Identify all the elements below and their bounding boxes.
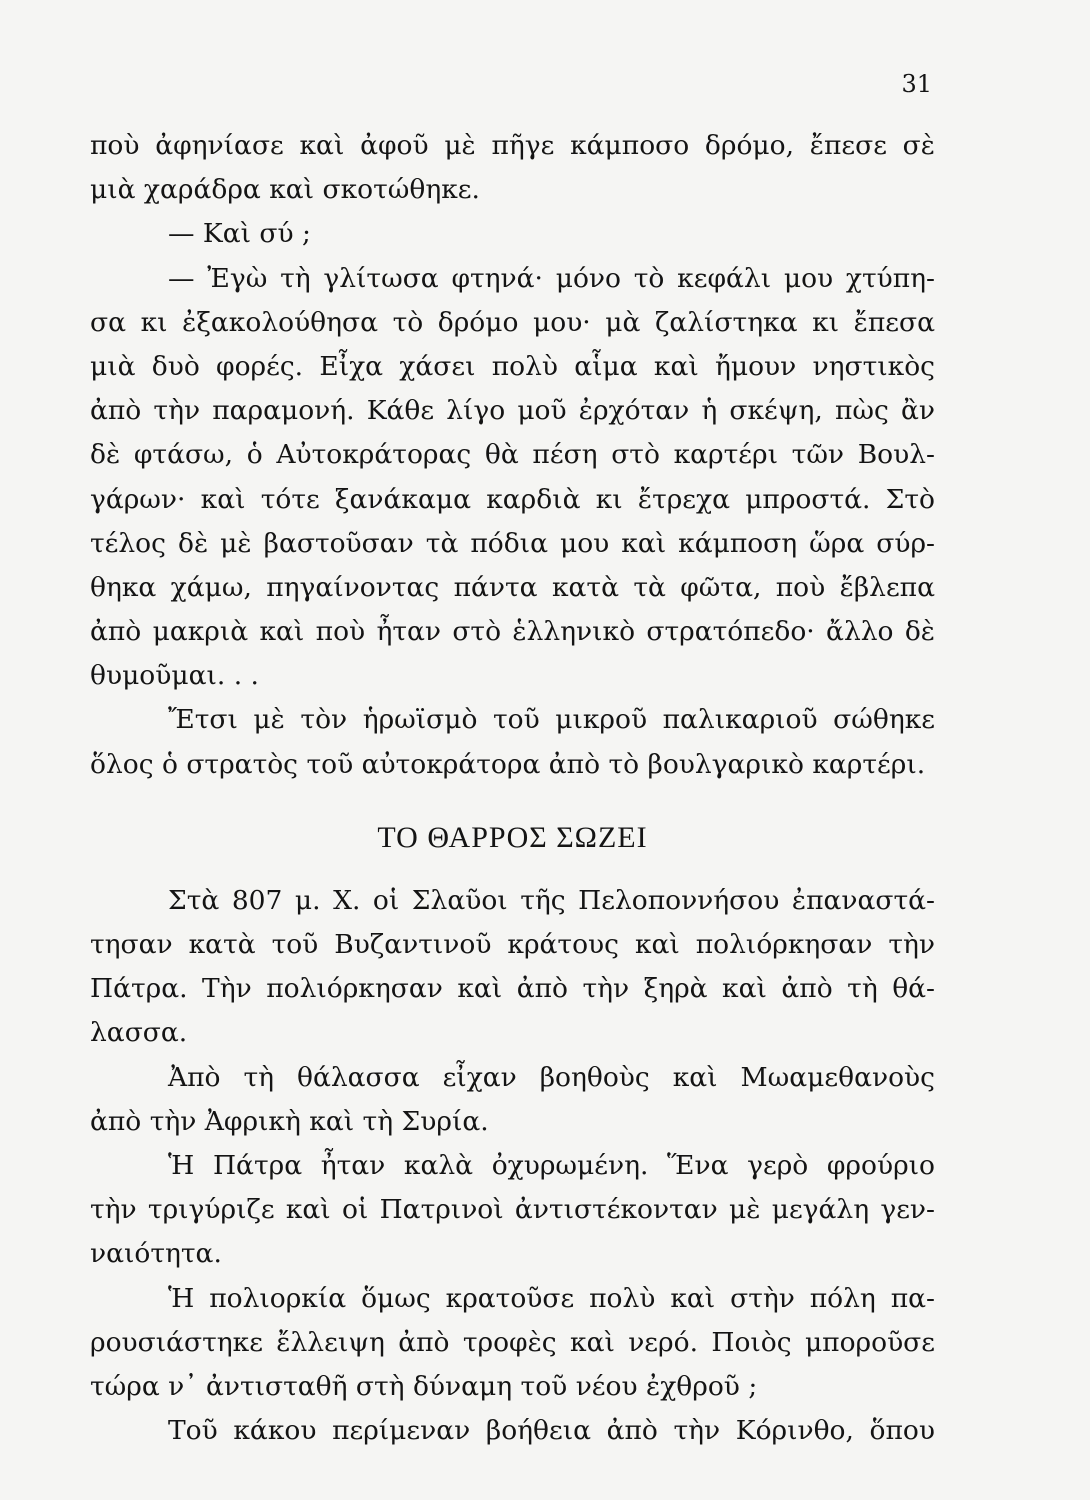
text-line: θυμοῦμαι. . . (90, 660, 259, 692)
text-line: θηκα χάμω, πηγαίνοντας πάντα κατὰ τὰ φῶτα, ποὺ ἔβλεπα (90, 571, 935, 603)
text-line: Τοῦ κάκου περίμεναν βοήθεια ἀπὸ τὴν Κόρινθο, ὅπου (168, 1415, 935, 1447)
text-line: λασσα. (90, 1017, 188, 1049)
text-line: ἀπὸ τὴν παραμονή. Κάθε λίγο μοῦ ἐρχόταν ἡ σκέψη, πὼς ἂν (90, 395, 935, 427)
story-beginning (90, 879, 935, 1453)
text-line: ποὺ ἀφηνίασε καὶ ἀφοῦ μὲ πῆγε κάμποσο δρόμο, ἔπεσε σὲ (90, 130, 935, 161)
text-line: μιὰ δυὸ φορές. Εἶχα χάσει πολὺ αἷμα καὶ ἤμουν νηστικὸς (90, 350, 935, 382)
text-line: τὴν τριγύριζε καὶ οἱ Πατρινοὶ ἀντιστέκονταν μὲ μεγάλη γεν- (90, 1194, 935, 1226)
text-line: — Καὶ σύ ; (168, 218, 311, 250)
text-line: μιὰ χαράδρα καὶ σκοτώθηκε. (90, 174, 480, 206)
text-line: δὲ φτάσω, ὁ Αὐτοκράτορας θὰ πέση στὸ καρτέρι τῶν Βουλ- (90, 439, 935, 471)
text-line: Ἡ πολιορκία ὅμως κρατοῦσε πολὺ καὶ στὴν πόλη πα- (168, 1282, 935, 1314)
text-line: σα κι ἐξακολούθησα τὸ δρόμο μου· μὰ ζαλίστηκα κι ἔπεσα (90, 306, 935, 338)
text-line: τησαν κατὰ τοῦ Βυζαντινοῦ κράτους καὶ πολιόρκησαν τὴν (90, 929, 935, 960)
text-line: ὅλος ὁ στρατὸς τοῦ αὐτοκράτορα ἀπὸ τὸ βουλγαρικὸ καρτέρι. (90, 748, 926, 780)
text-line: Στὰ 807 μ. Χ. οἱ Σλαῦοι τῆς Πελοποννήσου ἐπαναστά- (168, 884, 935, 916)
text-line: Ἀπὸ τὴ θάλασσα εἶχαν βοηθοὺς καὶ Μωαμεθανοὺς (168, 1061, 935, 1093)
text-line: τώρα ν᾽ ἀντισταθῆ στὴ δύναμη τοῦ νέου ἐχθροῦ ; (90, 1370, 758, 1402)
text-line: Πάτρα. Τὴν πολιόρκησαν καὶ ἀπὸ τὴν ξηρὰ καὶ ἀπὸ τὴ θά- (90, 973, 935, 1005)
story-ending (90, 124, 935, 787)
body-text (90, 124, 935, 1453)
text-line: Ἡ Πάτρα ἦταν καλὰ ὀχυρωμένη. Ἕνα γερὸ φρούριο (168, 1149, 935, 1181)
text-line: ἀπὸ μακριὰ καὶ ποὺ ἦταν στὸ ἑλληνικὸ στρατόπεδο· ἄλλο δὲ (90, 616, 935, 648)
text-line: ρουσιάστηκε ἔλλειψη ἀπὸ τροφὲς καὶ νερό. Ποιὸς μποροῦσε (90, 1326, 935, 1358)
text-line: ἀπὸ τὴν Ἀφρικὴ καὶ τὴ Συρία. (90, 1105, 489, 1137)
page-number: 31 (901, 70, 932, 98)
text-line: ναιότητα. (90, 1238, 222, 1270)
text-line: — Ἐγὼ τὴ γλίτωσα φτηνά· μόνο τὸ κεφάλι μου χτύπη- (168, 262, 935, 294)
text-line: γάρων· καὶ τότε ξανάκαμα καρδιὰ κι ἔτρεχα μπροστά. Στὸ (90, 483, 935, 515)
section-title: ΤΟ ΘΑΡΡΟΣ ΣΩΖΕΙ (377, 820, 648, 854)
text-line: τέλος δὲ μὲ βαστοῦσαν τὰ πόδια μου καὶ κάμποση ὥρα σύρ- (90, 527, 935, 559)
text-line: Ἔτσι μὲ τὸν ἡρωϊσμὸ τοῦ μικροῦ παλικαριοῦ σώθηκε (168, 704, 935, 736)
